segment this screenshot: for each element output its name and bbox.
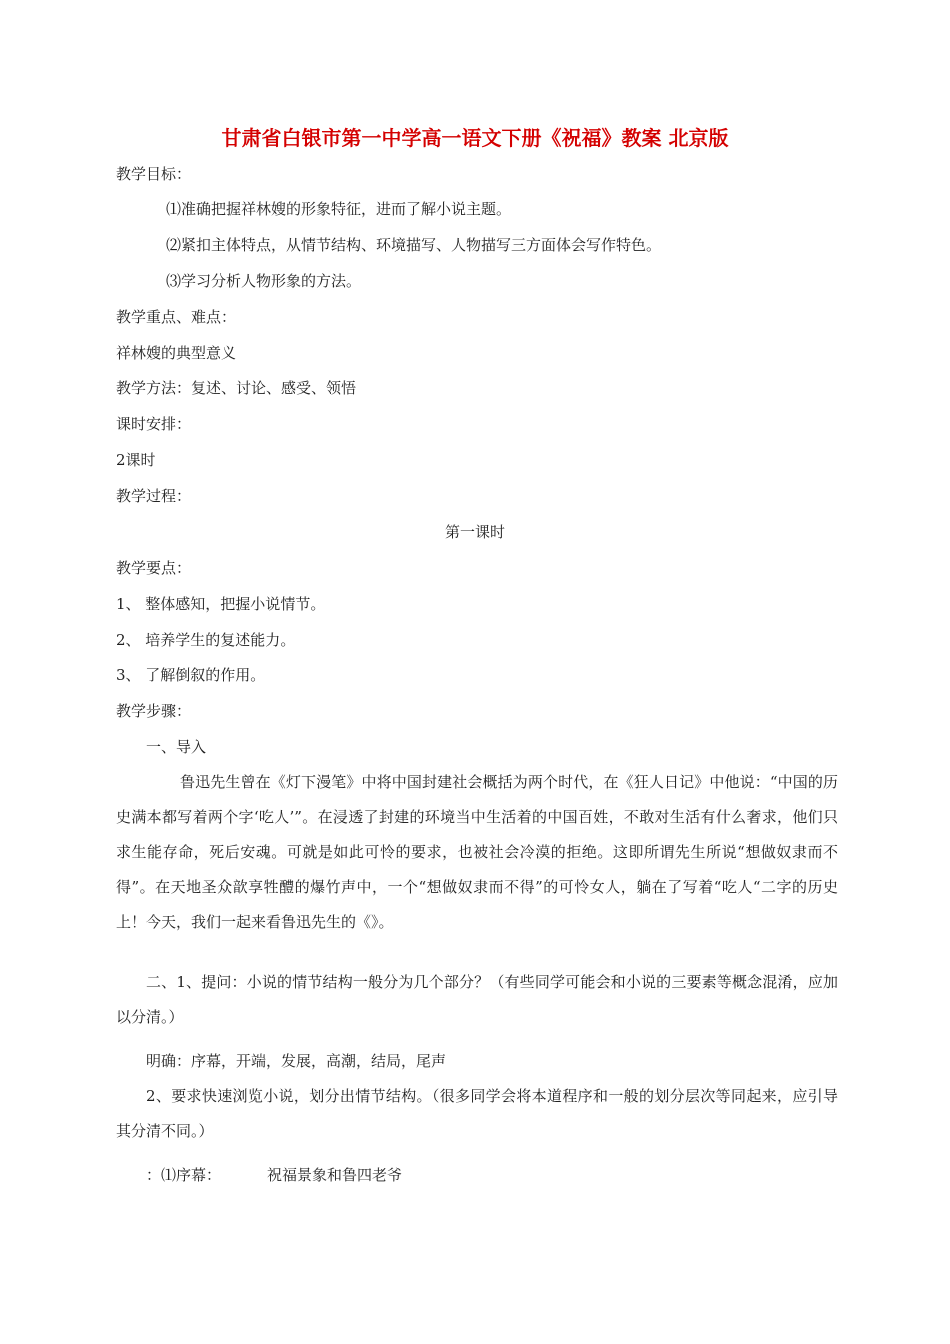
question-1-answer: 明确：序幕，开端，发展，高潮，结局，尾声 — [146, 1052, 447, 1070]
lesson-point-1: 1、 整体感知，把握小说情节。 — [116, 595, 326, 613]
key-points-text: 祥林嫂的典型意义 — [116, 344, 237, 362]
objectives-heading: 教学目标： — [116, 165, 192, 183]
schedule-text: 2课时 — [116, 451, 156, 469]
document-title: 甘肃省白银市第一中学高一语文下册《祝福》教案 北京版 — [221, 126, 729, 150]
structure-line — [146, 1165, 402, 1185]
lesson-point-2: 2、 培养学生的复述能力。 — [116, 631, 296, 649]
lesson-point-3: 3、 了解倒叙的作用。 — [116, 666, 266, 684]
objective-item-3: ⑶学习分析人物形象的方法。 — [166, 272, 362, 290]
process-heading: 教学过程： — [116, 487, 192, 505]
teaching-method: 教学方法：复述、讨论、感受、领悟 — [116, 379, 357, 397]
question-1: 二、1、提问：小说的情节结构一般分为几个部分？（有些同学可能会和小说的三要素等概念混淆，应加以分清。） — [116, 973, 838, 1026]
intro-heading: 一、导入 — [146, 738, 207, 756]
intro-paragraph: 鲁迅先生曾在《灯下漫笔》中将中国封建社会概括为两个时代，在《狂人日记》中他说：“中国的历史满本都写着两个字‘吃人’”。在浸透了封建的环境当中生活着的中国百姓，不敢对生活有什么奢求，他们只求生能存命，死后安魂。可就是如此可怜的要求，也被社会冷漠的拒绝。这即所谓先生所说“想做奴隶而不得”。在天地圣众歆享牲醴的爆竹声中，一个“想做奴隶而不得”的可怜女人，躺在了写着“吃人“二字的历史上！今天，我们一起来看鲁迅先生的《》。 — [116, 773, 838, 931]
lesson-points-heading: 教学要点： — [116, 559, 192, 577]
schedule-heading: 课时安排： — [116, 415, 192, 433]
key-points-heading: 教学重点、难点： — [116, 308, 237, 326]
lesson-title: 第一课时 — [444, 523, 505, 541]
structure-value: 祝福景象和鲁四老爷 — [267, 1166, 403, 1184]
steps-heading: 教学步骤： — [116, 702, 192, 720]
question-2: 2、要求快速浏览小说，划分出情节结构。（很多同学会将本道程序和一般的划分层次等同起来，应引导其分清不同。） — [116, 1087, 838, 1140]
objective-item-2: ⑵紧扣主体特点，从情节结构、环境描写、人物描写三方面体会写作特色。 — [166, 236, 662, 254]
structure-label: ：⑴序幕： — [146, 1166, 222, 1184]
objective-item-1: ⑴准确把握祥林嫂的形象特征，进而了解小说主题。 — [166, 200, 512, 218]
